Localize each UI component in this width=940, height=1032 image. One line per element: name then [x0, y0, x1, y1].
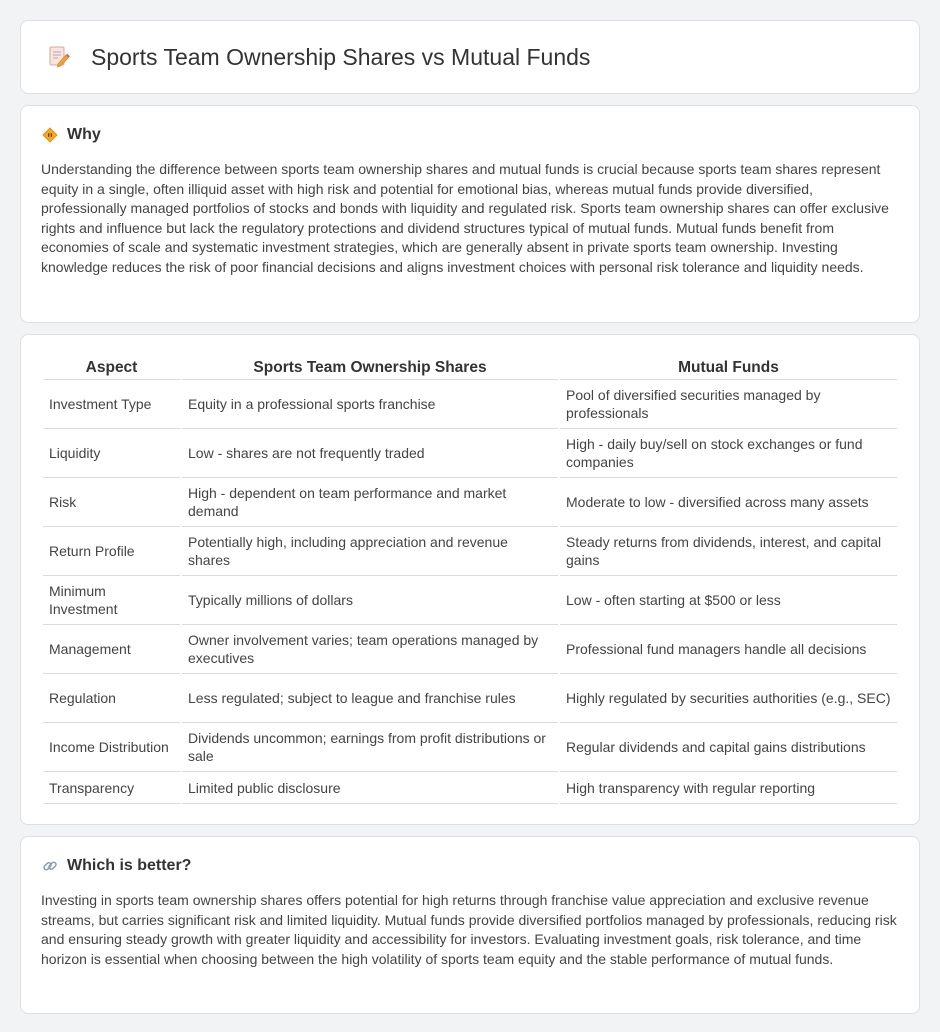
- sports-team-cell: High - dependent on team performance and market demand: [182, 478, 558, 527]
- sports-team-cell: Owner involvement varies; team operations managed by executives: [182, 625, 558, 674]
- table-row: [43, 429, 897, 478]
- title-card: [20, 20, 920, 94]
- aspect-cell: Management: [43, 625, 180, 674]
- sports-team-cell: Low - shares are not frequently traded: [182, 429, 558, 478]
- mutual-funds-cell: Regular dividends and capital gains distributions: [560, 723, 897, 772]
- column-header-mutual-funds: Mutual Funds: [560, 355, 897, 380]
- which-is-better-section: [20, 836, 920, 1014]
- diamond-sign-icon: [41, 126, 59, 144]
- why-title: Why: [67, 126, 101, 143]
- why-header: [41, 126, 899, 144]
- which-is-better-title: Which is better?: [67, 857, 192, 874]
- table-row: [43, 772, 897, 804]
- mutual-funds-cell: Pool of diversified securities managed by professionals: [560, 380, 897, 429]
- mutual-funds-cell: Moderate to low - diversified across many assets: [560, 478, 897, 527]
- sports-team-cell: Typically millions of dollars: [182, 576, 558, 625]
- document-pencil-icon: [45, 44, 71, 70]
- table-row: [43, 723, 897, 772]
- page-title: Sports Team Ownership Shares vs Mutual Funds: [91, 43, 591, 70]
- mutual-funds-cell: High - daily buy/sell on stock exchanges or fund companies: [560, 429, 897, 478]
- aspect-cell: Investment Type: [43, 380, 180, 429]
- aspect-cell: Minimum Investment: [43, 576, 180, 625]
- mutual-funds-cell: Professional fund managers handle all decisions: [560, 625, 897, 674]
- sports-team-cell: Potentially high, including appreciation and revenue shares: [182, 527, 558, 576]
- table-header-row: [43, 355, 897, 380]
- table-row: [43, 625, 897, 674]
- aspect-cell: Regulation: [43, 674, 180, 723]
- comparison-table: [41, 355, 899, 804]
- aspect-cell: Risk: [43, 478, 180, 527]
- sports-team-cell: Less regulated; subject to league and franchise rules: [182, 674, 558, 723]
- table-row: [43, 527, 897, 576]
- why-section: [20, 105, 920, 323]
- aspect-cell: Liquidity: [43, 429, 180, 478]
- comparison-section: [20, 334, 920, 825]
- sports-team-cell: Limited public disclosure: [182, 772, 558, 804]
- mutual-funds-cell: Low - often starting at $500 or less: [560, 576, 897, 625]
- table-row: [43, 576, 897, 625]
- which-is-better-header: [41, 857, 899, 875]
- why-text: Understanding the difference between sports team ownership shares and mutual funds is crucial because sports team shares represent equity in a single, often illiquid asset with high risk and potential for emotional bias, whereas mutual funds provide diversified, professionally managed portfolios of stocks and bonds with liquidity and regulated risk. Sports team ownership shares can offer exclusive rights and influence but lack the regulatory protections and dividend structures typical of mutual funds. Mutual funds benefit from economies of scale and systematic investment strategies, which are generally absent in private sports team ownership. Investing knowledge reduces the risk of poor financial decisions and aligns investment choices with personal risk tolerance and liquidity needs.: [41, 161, 889, 275]
- aspect-cell: Transparency: [43, 772, 180, 804]
- link-icon: [41, 857, 59, 875]
- aspect-cell: Return Profile: [43, 527, 180, 576]
- mutual-funds-cell: Highly regulated by securities authorities (e.g., SEC): [560, 674, 897, 723]
- sports-team-cell: Dividends uncommon; earnings from profit distributions or sale: [182, 723, 558, 772]
- aspect-cell: Income Distribution: [43, 723, 180, 772]
- mutual-funds-cell: Steady returns from dividends, interest, and capital gains: [560, 527, 897, 576]
- mutual-funds-cell: High transparency with regular reporting: [560, 772, 897, 804]
- column-header-aspect: Aspect: [43, 355, 180, 380]
- column-header-sports-team: Sports Team Ownership Shares: [182, 355, 558, 380]
- table-row: [43, 674, 897, 723]
- sports-team-cell: Equity in a professional sports franchise: [182, 380, 558, 429]
- table-row: [43, 478, 897, 527]
- which-is-better-text: Investing in sports team ownership shares offers potential for high returns through franchise value appreciation and exclusive revenue streams, but carries significant risk and limited liquidity. Mutual funds provide diversified portfolios managed by professionals, reducing risk and ensuring steady growth with greater liquidity and accessibility for investors. Evaluating investment goals, risk tolerance, and time horizon is essential when choosing between the high volatility of sports team equity and the stable performance of mutual funds.: [41, 892, 897, 967]
- table-row: [43, 380, 897, 429]
